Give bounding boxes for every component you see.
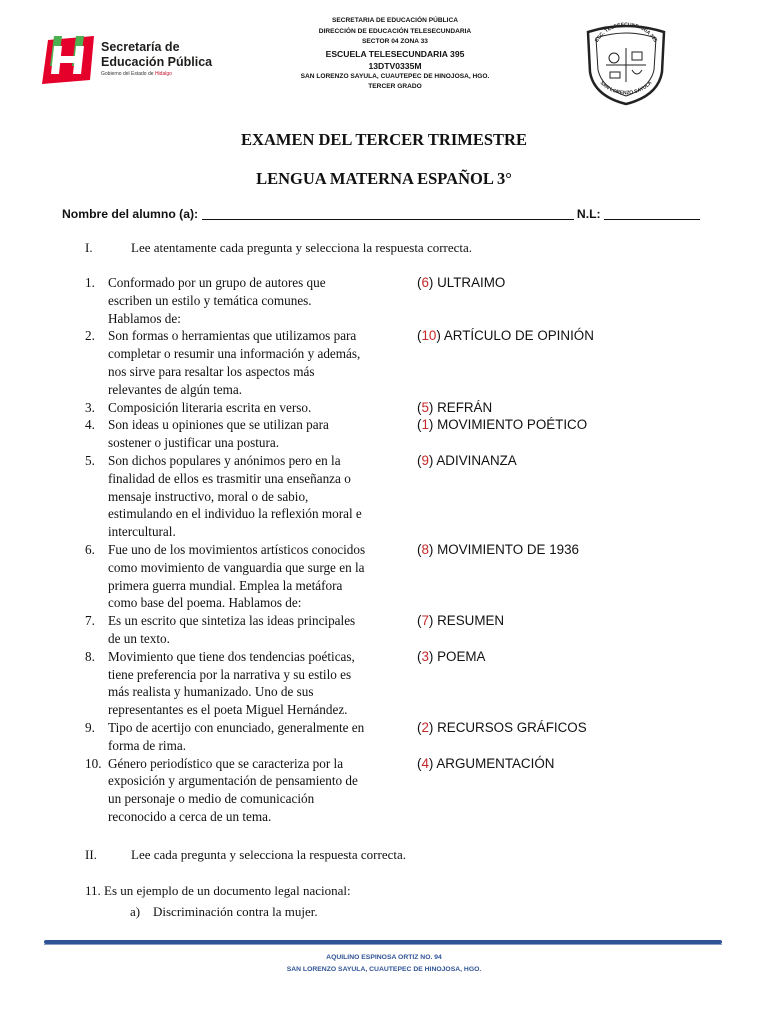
question-text-line: Tipo de acertijo con enunciado, generalmente en	[108, 719, 365, 735]
question-11: 11. Es un ejemplo de un documento legal nacional:	[85, 883, 351, 898]
header-line-5: 13DTV0335M	[368, 60, 422, 71]
answer-text: MOVIMIENTO DE 1936	[437, 541, 579, 557]
question-text-line: Fue uno de los movimientos artísticos conocidos	[108, 541, 366, 557]
footer-divider-shadow	[44, 944, 722, 945]
question-text-line: exposición y argumentación de pensamiento de	[108, 773, 358, 789]
answer-text: ADIVINANZA	[436, 452, 517, 468]
school-header	[270, 16, 520, 93]
question-text-line: de un texto.	[108, 630, 170, 646]
seal-top-text: ESC. TELESECUNDARIA 395	[594, 21, 658, 44]
question-text-line: Movimiento que tiene dos tendencias poéticas,	[108, 648, 355, 664]
option-text: Discriminación contra la mujer.	[153, 904, 318, 919]
question-item	[85, 755, 725, 826]
exam-title: EXAMEN DEL TERCER TRIMESTRE	[241, 130, 527, 149]
section-1-numeral: I.	[85, 240, 93, 255]
question-item	[85, 399, 725, 417]
question-text-line: Es un escrito que sintetiza las ideas principales	[108, 613, 356, 629]
question-text	[108, 755, 403, 826]
question-text-line: más realista y humanizado. Uno de sus	[108, 684, 314, 700]
answer-option[interactable]: (9) ADIVINANZA	[417, 452, 517, 468]
question-text	[108, 719, 403, 755]
question-item	[85, 452, 725, 541]
footer-address-line1: AQUILINO ESPINOSA ORTIZ NO. 94	[326, 954, 442, 961]
question-text-line: escriben un estilo y temática comunes.	[108, 292, 312, 308]
question-text-line: Composición literaria escrita en verso.	[108, 399, 312, 415]
question-text	[108, 648, 403, 719]
seal-bottom-text: SAN LORENZO SAYULA	[598, 80, 654, 97]
question-text-line: reconocido a cerca de un tema.	[108, 808, 272, 824]
question-text-line: estimulando en el individuo la reflexión moral e	[108, 506, 362, 522]
question-text-line: un personaje o medio de comunicación	[108, 791, 315, 807]
question-text	[108, 452, 403, 541]
option-letter: a)	[130, 904, 141, 919]
question-item	[85, 612, 725, 648]
answer-text: POEMA	[437, 648, 486, 664]
question-text-line: completar o resumir una información y además,	[108, 346, 361, 362]
header-line-7: TERCER GRADO	[368, 83, 422, 90]
question-number: 3.	[85, 399, 95, 415]
question-number: 1.	[85, 275, 95, 290]
logo-title-line1: Secretaría de	[101, 40, 180, 54]
answer-number: 6	[421, 275, 429, 290]
answer-number: 8	[421, 541, 429, 557]
header-line-1: SECRETARIA DE EDUCACIÓN PÚBLICA	[331, 17, 459, 24]
answer-option[interactable]: (3) POEMA	[417, 648, 486, 664]
question-item	[85, 327, 725, 398]
question-text	[108, 416, 403, 452]
answer-option[interactable]: (2) RECURSOS GRÁFICOS	[417, 719, 587, 735]
logo-subtitle: Gobierno del Estado de Hidalgo	[101, 71, 172, 77]
question-text	[108, 274, 403, 327]
answer-number: 10	[421, 328, 437, 344]
answer-text: ARTÍCULO DE OPINIÓN	[443, 328, 594, 344]
sep-h-logo-icon	[40, 36, 96, 84]
answer-option[interactable]: (7) RESUMEN	[417, 613, 505, 629]
answer-text: RESUMEN	[437, 613, 505, 629]
question-text	[108, 541, 403, 612]
answer-option[interactable]: (6) ULTRAIMO	[417, 275, 506, 290]
question-number: 7.	[85, 613, 95, 629]
answer-number: 4	[421, 755, 429, 771]
question-list	[85, 274, 725, 826]
question-text	[108, 399, 403, 417]
answer-text: RECURSOS GRÁFICOS	[437, 719, 587, 735]
header-line-6: SAN LORENZO SAYULA, CUAUTEPEC DE HINOJOSA, HGO.	[300, 72, 490, 80]
question-number: 4.	[85, 417, 95, 433]
question-text-line: como movimiento de vanguardia que surge en la	[108, 559, 365, 575]
question-text-line: intercultural.	[108, 524, 176, 540]
section-2-text: Lee cada pregunta y selecciona la respuesta correcta.	[131, 847, 407, 862]
question-text-line: finalidad de ellos es trasmitir una enseñanza o	[108, 470, 351, 486]
logo-title-line2: Educación Pública	[101, 55, 213, 69]
answer-number: 3	[421, 648, 429, 664]
question-text-line: Género periodístico que se caracteriza por la	[108, 755, 344, 771]
question-text-line: representantes es el poeta Miguel Hernández.	[108, 702, 348, 718]
question-number: 8.	[85, 648, 95, 664]
name-blank[interactable]	[202, 206, 574, 220]
answer-text: REFRÁN	[437, 399, 493, 415]
nl-label: N.L:	[576, 207, 601, 221]
header-line-2: DIRECCIÓN DE EDUCACIÓN TELESECUNDARIA	[318, 27, 472, 35]
answer-number: 9	[421, 452, 429, 468]
question-text-line: sostener o justificar una postura.	[108, 435, 280, 451]
exam-subject: LENGUA MATERNA ESPAÑOL 3°	[256, 169, 512, 188]
answer-text: ULTRAIMO	[437, 275, 506, 290]
question-text-line: Son ideas u opiniones que se utilizan para	[108, 417, 329, 433]
question-text-line: forma de rima.	[108, 737, 186, 753]
name-label: Nombre del alumno (a):	[62, 207, 199, 221]
question-text-line: Son formas o herramientas que utilizamos para	[108, 328, 357, 344]
question-number: 5.	[85, 452, 95, 468]
question-text	[108, 327, 403, 398]
question-text-line: relevantes de algún tema.	[108, 381, 243, 397]
answer-option[interactable]: (1) MOVIMIENTO POÉTICO	[417, 417, 588, 433]
answer-option[interactable]: (10) ARTÍCULO DE OPINIÓN	[417, 328, 594, 344]
header-line-3: SECTOR 04 ZONA 33	[362, 38, 428, 45]
nl-blank[interactable]	[604, 206, 700, 220]
answer-option[interactable]: (8) MOVIMIENTO DE 1936	[417, 541, 579, 557]
question-item	[85, 541, 725, 612]
question-number: 2.	[85, 328, 95, 344]
answer-option[interactable]: (5) REFRÁN	[417, 399, 493, 415]
question-number: 6.	[85, 541, 95, 557]
student-name-line	[62, 206, 722, 221]
question-text-line: mensaje instructivo, moral o de sabio,	[108, 488, 309, 504]
question-item	[85, 648, 725, 719]
question-item	[85, 416, 725, 452]
question-number: 10.	[85, 755, 102, 771]
question-text-line: primera guerra mundial. Emplea la metáfora	[108, 577, 343, 593]
question-text-line: como base del poema. Hablamos de:	[108, 595, 302, 611]
question-text	[108, 612, 403, 648]
answer-text: ARGUMENTACIÓN	[436, 755, 555, 771]
answer-number: 7	[421, 613, 429, 629]
answer-number: 2	[421, 719, 429, 735]
question-number: 9.	[85, 719, 95, 735]
answer-option[interactable]: (4) ARGUMENTACIÓN	[417, 755, 555, 771]
question-item	[85, 719, 725, 755]
question-text-line: Conformado por un grupo de autores que	[108, 275, 326, 290]
header-line-4: ESCUELA TELESECUNDARIA 395	[325, 48, 465, 59]
question-text-line: tiene preferencia por la narrativa y su estilo es	[108, 666, 352, 682]
footer-address-line2: SAN LORENZO SAYULA, CUAUTEPEC DE HINOJOSA, HGO.	[286, 966, 482, 973]
answer-text: MOVIMIENTO POÉTICO	[437, 417, 588, 433]
answer-number: 5	[421, 399, 429, 415]
school-seal-icon	[580, 20, 672, 106]
question-text-line: Hablamos de:	[108, 310, 181, 326]
question-item	[85, 274, 725, 327]
section-1-text: Lee atentamente cada pregunta y selecciona la respuesta correcta.	[131, 240, 473, 255]
question-text-line: nos sirve para resaltar los aspectos más	[108, 363, 315, 379]
answer-number: 1	[421, 417, 429, 433]
question-text-line: Son dichos populares y anónimos pero en la	[108, 452, 341, 468]
sep-logo	[40, 36, 230, 88]
section-2-numeral: II.	[85, 847, 97, 862]
